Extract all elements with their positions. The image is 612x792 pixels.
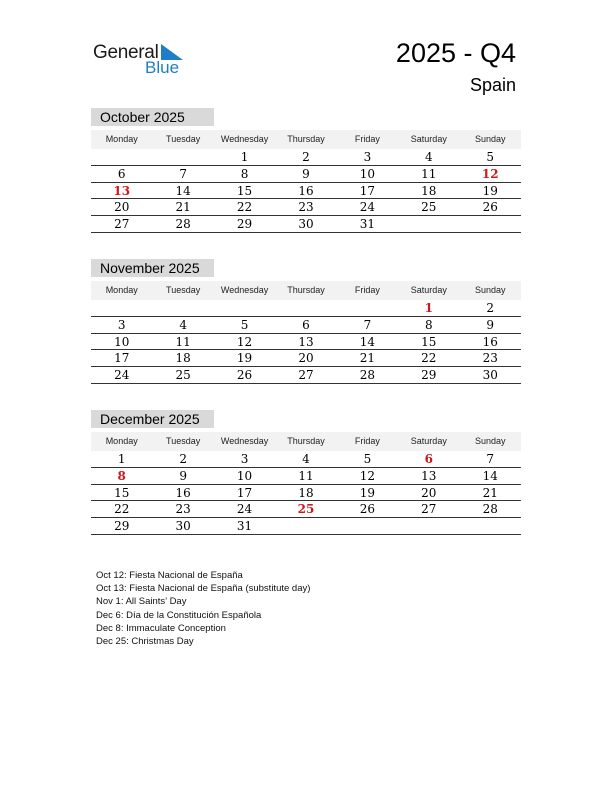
day-cell: 19	[482, 183, 498, 198]
day-cell: 4	[179, 317, 187, 332]
day-cell	[460, 518, 521, 534]
day-cell: 3	[363, 150, 372, 164]
day-cell: 2	[486, 301, 495, 315]
day-cell: 21	[175, 200, 191, 215]
country-label: Spain	[469, 75, 516, 95]
day-cell: 29	[114, 519, 130, 534]
day-cell	[275, 518, 336, 534]
month-label: December 2025	[91, 410, 214, 428]
weekday-label: Sunday	[474, 134, 506, 144]
weekday-label: Saturday	[410, 436, 447, 446]
holiday-note: Oct 12: Fiesta Nacional de España	[96, 570, 243, 581]
day-cell: 14	[175, 183, 191, 198]
day-cell: 9	[179, 468, 187, 483]
day-cell: 29	[421, 368, 437, 383]
weekday-label: Saturday	[410, 285, 447, 295]
day-cell: 3	[240, 452, 249, 466]
weekday-label: Monday	[105, 285, 138, 295]
day-cell: 24	[359, 200, 376, 215]
day-cell: 7	[179, 166, 187, 181]
day-cell: 17	[359, 183, 376, 198]
holiday-day-cell: 8	[117, 468, 126, 483]
day-cell: 23	[175, 502, 191, 517]
day-cell: 17	[236, 485, 253, 500]
day-cell: 22	[236, 200, 253, 215]
day-cell: 24	[236, 502, 253, 517]
weekday-label: Sunday	[474, 436, 506, 446]
day-cell: 16	[482, 334, 498, 349]
day-cell: 16	[298, 183, 314, 198]
month-label: October 2025	[91, 108, 214, 126]
day-cell	[152, 149, 213, 165]
day-cell: 13	[421, 468, 437, 483]
day-cell: 20	[298, 351, 314, 366]
weekday-label: Tuesday	[166, 285, 201, 295]
weekday-label: Thursday	[287, 285, 325, 295]
week-row	[91, 317, 521, 334]
day-cell: 2	[302, 150, 310, 164]
day-cell: 1	[240, 150, 249, 164]
day-cell: 25	[175, 368, 191, 383]
logo	[93, 40, 193, 80]
holiday-day-cell: 13	[113, 183, 131, 198]
day-cell: 18	[175, 351, 191, 366]
day-cell: 20	[421, 485, 437, 500]
weekday-label: Thursday	[287, 134, 325, 144]
holiday-day-cell: 6	[424, 452, 433, 466]
holiday-day-cell: 25	[297, 502, 315, 517]
week-row	[91, 350, 521, 367]
holiday-note: Dec 6: Día de la Constitución Española	[96, 609, 262, 621]
weekday-header	[91, 130, 521, 149]
day-cell: 6	[117, 166, 126, 181]
week-row	[91, 485, 521, 502]
weekday-label: Wednesday	[220, 436, 269, 446]
day-cell: 10	[359, 166, 376, 181]
day-cell	[460, 216, 521, 232]
day-cell: 17	[114, 351, 130, 366]
day-cell: 3	[117, 317, 126, 332]
day-cell: 2	[179, 452, 187, 466]
day-cell: 19	[236, 351, 253, 366]
day-cell: 26	[236, 368, 253, 383]
day-cell: 14	[482, 468, 498, 483]
logo-text-general: General	[93, 42, 159, 63]
weekday-header	[91, 432, 521, 451]
day-cell: 22	[114, 502, 130, 517]
month-block	[91, 108, 521, 233]
day-cell: 21	[482, 485, 498, 500]
day-cell	[91, 149, 152, 165]
day-cell: 30	[482, 368, 498, 383]
day-cell: 23	[482, 351, 498, 366]
week-row	[91, 216, 521, 233]
day-cell: 24	[114, 368, 130, 383]
day-cell: 29	[236, 217, 253, 232]
holiday-note: Oct 13: Fiesta Nacional de España (substitute day)	[96, 583, 311, 595]
day-cell: 4	[425, 150, 433, 164]
day-cell: 15	[236, 183, 253, 198]
week-row	[91, 183, 521, 200]
holiday-note: Dec 8: Immaculate Conception	[96, 622, 226, 634]
week-row	[91, 199, 521, 216]
weekday-label: Sunday	[474, 285, 506, 295]
day-cell: 19	[359, 485, 376, 500]
day-cell: 10	[236, 468, 253, 483]
week-row	[91, 149, 521, 166]
page-title: 2025 - Q4	[395, 38, 516, 68]
day-cell: 9	[486, 317, 495, 332]
day-cell: 12	[359, 468, 376, 483]
weekday-label: Monday	[105, 134, 138, 144]
day-cell: 31	[359, 217, 376, 232]
day-cell: 15	[114, 485, 130, 500]
day-cell: 28	[359, 368, 376, 383]
day-cell: 18	[421, 183, 437, 198]
day-cell: 22	[421, 351, 437, 366]
day-cell: 7	[363, 317, 372, 332]
day-cell: 8	[425, 317, 433, 332]
week-row	[91, 367, 521, 384]
day-cell: 27	[298, 368, 314, 383]
day-cell: 13	[298, 334, 314, 349]
day-cell	[398, 518, 459, 534]
week-row	[91, 166, 521, 183]
day-cell	[91, 300, 152, 316]
day-cell: 18	[298, 485, 314, 500]
weekday-label: Tuesday	[166, 436, 201, 446]
day-cell: 5	[486, 150, 495, 164]
week-row	[91, 300, 521, 317]
day-cell: 20	[114, 200, 130, 215]
day-cell: 9	[302, 166, 310, 181]
day-cell: 26	[482, 200, 498, 215]
day-cell	[337, 300, 398, 316]
day-cell: 27	[114, 217, 130, 232]
week-row	[91, 501, 521, 518]
day-cell: 25	[421, 200, 437, 215]
day-cell	[398, 216, 459, 232]
day-cell: 14	[359, 334, 376, 349]
day-cell: 11	[175, 334, 191, 349]
logo-text-blue: Blue	[145, 58, 180, 77]
day-cell: 28	[482, 502, 498, 517]
weekday-label: Friday	[354, 436, 380, 446]
day-cell: 10	[114, 334, 130, 349]
day-cell: 31	[236, 519, 253, 534]
day-cell: 1	[117, 452, 126, 466]
holiday-day-cell: 12	[481, 166, 499, 181]
day-cell: 11	[298, 468, 314, 483]
day-cell	[152, 300, 213, 316]
day-cell: 4	[302, 452, 310, 466]
day-cell	[337, 518, 398, 534]
day-cell: 11	[421, 166, 437, 181]
day-cell: 27	[421, 502, 437, 517]
weekday-label: Thursday	[287, 436, 325, 446]
day-cell: 5	[363, 452, 372, 466]
day-cell: 26	[359, 502, 376, 517]
day-cell: 12	[236, 334, 253, 349]
weekday-label: Saturday	[410, 134, 447, 144]
holiday-note: Dec 25: Christmas Day	[96, 636, 194, 648]
weekday-label: Monday	[105, 436, 138, 446]
day-cell: 8	[240, 166, 249, 181]
day-cell: 21	[359, 351, 376, 366]
day-cell	[214, 300, 275, 316]
day-cell: 16	[175, 485, 191, 500]
day-cell: 30	[175, 519, 191, 534]
holiday-note: Nov 1: All Saints’ Day	[96, 596, 187, 608]
day-cell: 23	[298, 200, 314, 215]
month-label: November 2025	[91, 259, 214, 277]
week-row	[91, 451, 521, 468]
week-row	[91, 334, 521, 351]
weekday-label: Friday	[354, 134, 380, 144]
weekday-header	[91, 281, 521, 300]
month-block	[91, 410, 521, 535]
day-cell: 15	[421, 334, 437, 349]
day-cell: 30	[298, 217, 314, 232]
day-cell: 28	[175, 217, 191, 232]
day-cell	[275, 300, 336, 316]
week-row	[91, 468, 521, 485]
holiday-day-cell: 1	[424, 301, 433, 315]
weekday-label: Wednesday	[220, 285, 269, 295]
week-row	[91, 518, 521, 535]
weekday-label: Wednesday	[220, 134, 269, 144]
weekday-label: Tuesday	[166, 134, 201, 144]
holiday-notes	[96, 569, 310, 648]
weekday-label: Friday	[354, 285, 380, 295]
month-block	[91, 259, 521, 384]
day-cell: 7	[486, 452, 495, 466]
day-cell: 5	[240, 317, 249, 332]
day-cell: 6	[302, 317, 310, 332]
